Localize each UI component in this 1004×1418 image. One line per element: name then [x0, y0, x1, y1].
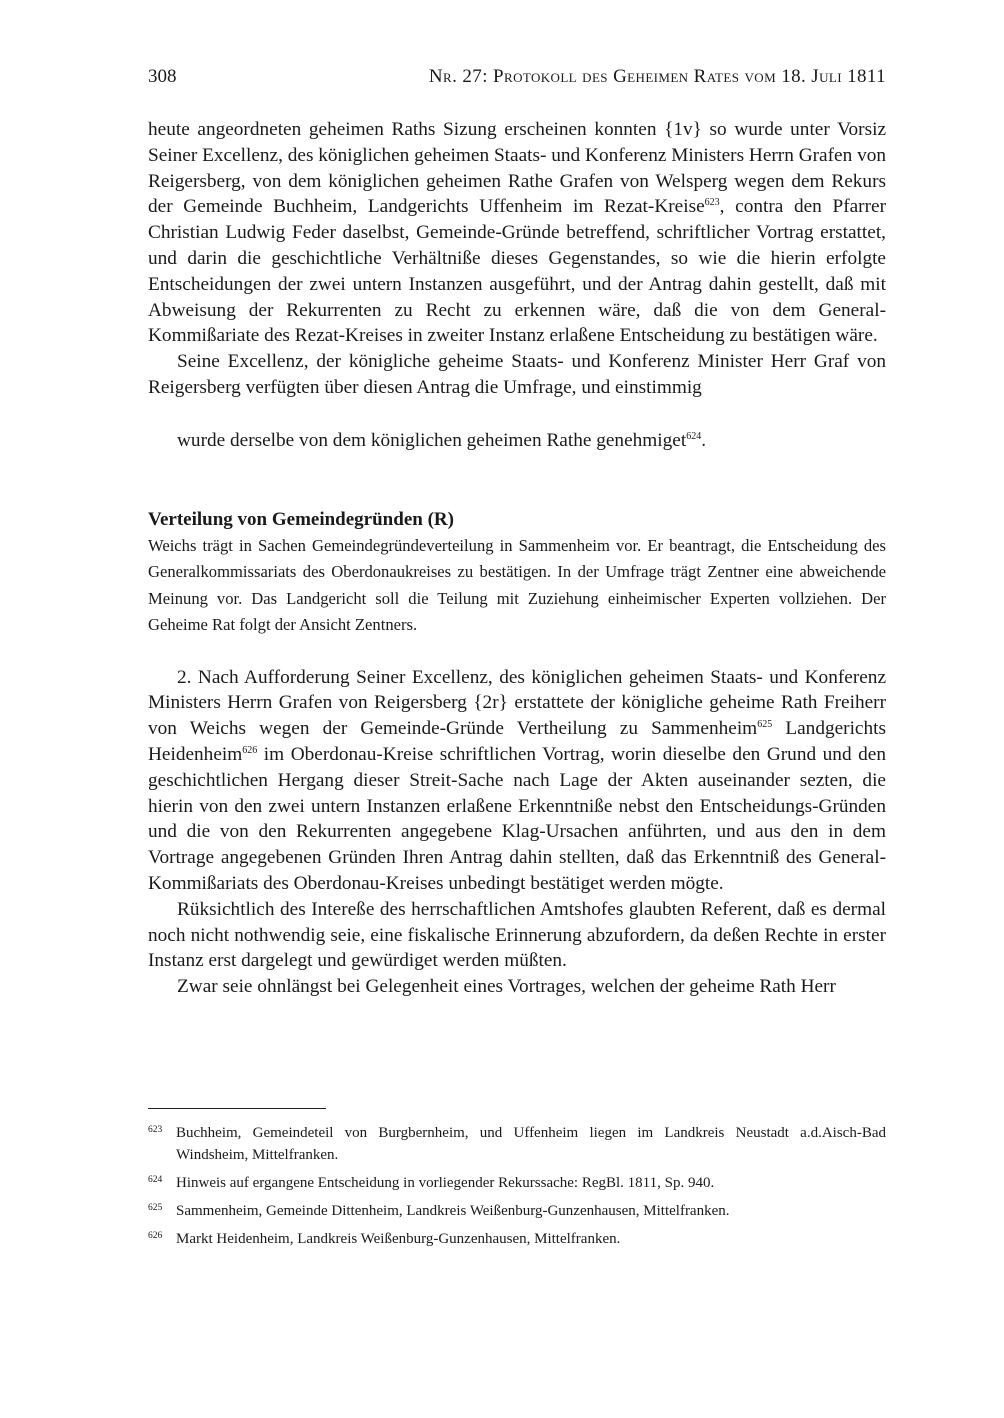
- page-number: 308: [148, 66, 177, 87]
- footnote-626: [148, 1228, 886, 1250]
- running-title: Nr. 27: Protokoll des Geheimen Rates vom 18. Juli 1811: [428, 66, 886, 87]
- paragraph-1-text: heute angeordneten geheimen Raths Sizung erscheinen konnten {1v} so wurde unter Vorsiz Seiner Excellenz, des königlichen geheimen Staats- und Konferenz Ministers Herrn Grafen von Reigersberg, von dem königlichen geheimen Rathe Grafen von Welsperg wegen dem Rekurs der Gemeinde Buchheim, Landgerichts Uffenheim im Rezat-Kreise: [148, 119, 886, 218]
- footnote-ref-625[interactable]: 625: [757, 719, 773, 731]
- footnote-list: [148, 1122, 886, 1250]
- footnote-rule: [148, 1108, 326, 1109]
- page: [148, 62, 886, 1000]
- main-text: [148, 117, 886, 454]
- section-2-paragraph-3: Zwar seie ohnlängst bei Gelegenheit eines Vortrages, welchen der geheime Rath Herr: [177, 976, 836, 998]
- footnote-text: Hinweis auf ergangene Entscheidung in vorliegender Rekurssache: RegBl. 1811, Sp. 940.: [176, 1175, 715, 1191]
- running-header: [148, 62, 886, 92]
- section-2-paragraph-1: [148, 665, 886, 897]
- paragraph-1-continuation: , contra den Pfarrer Christian Ludwig Feder daselbst, Gemeinde-Gründe betreffend, schriftlicher Vortrag erstattet, und darin die geschichtliche Verhältniße dieses Gegenstandes, so wie die hierin erfolgte Entscheidungen der zwei untern Instanzen ausgeführt, und der Antrag dahin gestellt, daß mit Abweisung der Rekurrenten zu Recht zu erkennen wäre, daß die von dem General-Kommißariate des Rezat-Kreises in zweiter Instanz erlaßene Entscheidung zu bestätigen wäre.: [148, 196, 886, 347]
- footnote-ref-626[interactable]: 626: [242, 744, 258, 756]
- footnote-number: 623: [148, 1125, 163, 1135]
- footnote-text: Buchheim, Gemeindeteil von Burgbernheim, und Uffenheim liegen im Landkreis Neustadt a.d.Aisch-Bad Windsheim, Mittelfranken.: [176, 1125, 886, 1163]
- paragraph-3-end: .: [701, 429, 707, 451]
- footnote-624: [148, 1172, 886, 1194]
- footnote-ref-623[interactable]: 623: [704, 197, 720, 209]
- footnote-ref-624[interactable]: 624: [686, 430, 702, 442]
- section-2-paragraph-1-text-c: im Oberdonau-Kreise schriftlichen Vortrag, worin dieselbe den Grund und den geschichtlichen Hergang dieser Streit-Sache nach Lage der Akten auseinander sezten, die hierin von den zwei untern Instanzen erlaßene Erkenntniße nebst den Entscheidungs-Gründen und die von den Rekurrenten angegebene Klag-Ursachen anführten, und aus den in dem Vortrage angegebenen Gründen Ihren Antrag dahin stellten, daß das Erkenntniß des General-Kommißariats des Oberdonau-Kreises unbedingt bestätiget werden mögte.: [148, 743, 886, 894]
- summary-text: Weichs trägt in Sachen Gemeindegründeverteilung in Sammenheim vor. Er beantragt, die Entscheidung des Generalkommissariats des Oberdonaukreises zu bestätigen. In der Umfrage trägt Zentner eine abweichende Meinung vor. Das Landgericht soll die Teilung mit Zuziehung einheimischer Experten vollziehen. Der Geheime Rat folgt der Ansicht Zentners.: [148, 535, 886, 635]
- footnote-number: 624: [148, 1175, 163, 1185]
- section-heading: Verteilung von Gemeindegründen (R): [148, 508, 454, 530]
- footnote-623: [148, 1122, 886, 1166]
- section-2-paragraph-2: Rüksichtlich des Intereße des herrschaftlichen Amtshofes glaubten Referent, daß es dermal noch nicht nothwendig seie, eine fiskalische Erinnerung abzufordern, da deßen Rechte in erster Instanz erst dargelegt und gewürdiget werden müßten.: [148, 898, 886, 972]
- footnote-number: 625: [148, 1203, 163, 1213]
- section-2-paragraph-1-text-b: Landgerichts Heidenheim: [148, 718, 886, 765]
- paragraph-3-text: wurde derselbe von dem königlichen geheimen Rathe genehmiget: [177, 429, 687, 451]
- footnote-text: Markt Heidenheim, Landkreis Weißenburg-Gunzenhausen, Mittelfranken.: [176, 1231, 621, 1247]
- summary-block: [148, 507, 886, 639]
- footnote-number: 626: [148, 1231, 163, 1241]
- paragraph-1: [148, 117, 886, 349]
- section-2-paragraph-1-text-a: 2. Nach Aufforderung Seiner Excellenz, des königlichen geheimen Staats- und Konferenz Ministers Herrn Grafen von Reigersberg {2r} erstattete der königliche geheime Rath Freiherr von Weichs wegen der Gemeinde-Gründe Vertheilung zu Sammenheim: [148, 666, 886, 740]
- footnote-text: Sammenheim, Gemeinde Dittenheim, Landkreis Weißenburg-Gunzenhausen, Mittelfranken.: [176, 1203, 730, 1219]
- paragraph-3: [148, 428, 886, 454]
- footnote-625: [148, 1200, 886, 1222]
- footnotes: [148, 1108, 886, 1250]
- section-2-text: [148, 665, 886, 1000]
- paragraph-2: Seine Excellenz, der königliche geheime Staats- und Konferenz Minister Herr Graf von Reigersberg verfügten über diesen Antrag die Umfrage, und einstimmig: [148, 351, 886, 398]
